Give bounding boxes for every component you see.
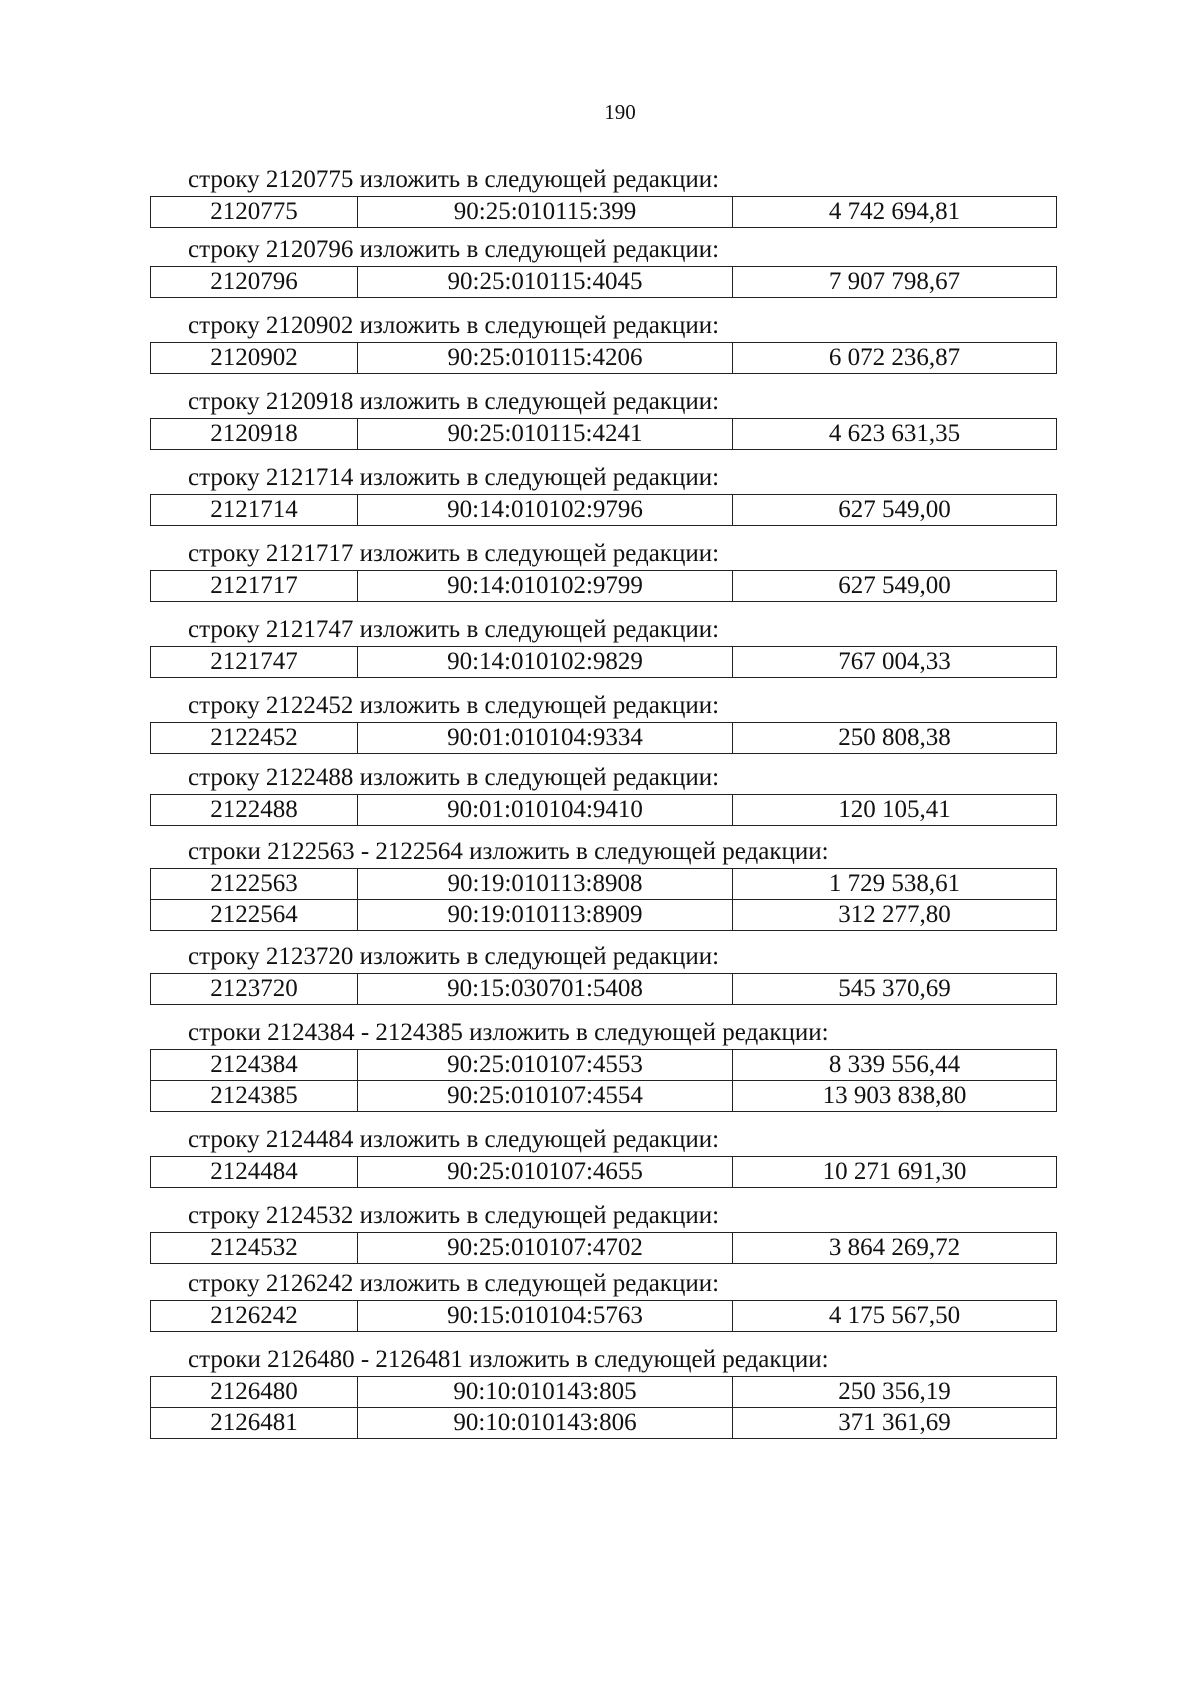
table-row	[151, 1408, 1057, 1439]
amendment-caption: строку 2121717 изложить в следующей редакции:	[188, 540, 720, 567]
cadastral-number-cell: 90:25:010115:399	[358, 197, 733, 228]
amendment-block	[150, 464, 1056, 526]
row-number-cell: 2120918	[151, 419, 358, 450]
table-row	[151, 1377, 1057, 1408]
amendment-caption: строку 2124532 изложить в следующей редакции:	[188, 1202, 720, 1229]
cadastral-number-cell: 90:15:010104:5763	[358, 1301, 733, 1332]
amendment-table	[150, 1232, 1057, 1264]
row-number-cell: 2122563	[151, 869, 358, 900]
amendment-caption: строку 2124484 изложить в следующей редакции:	[188, 1126, 720, 1153]
row-number-cell: 2121747	[151, 647, 358, 678]
amendment-block	[150, 1270, 1056, 1332]
amendment-block	[150, 943, 1056, 1005]
amendment-caption: строки 2124384 - 2124385 изложить в следующей редакции:	[188, 1019, 829, 1046]
cadastral-value-cell: 627 549,00	[733, 571, 1057, 602]
cadastral-value-cell: 1 729 538,61	[733, 869, 1057, 900]
amendment-table	[150, 1300, 1057, 1332]
amendments-list	[150, 154, 1056, 1439]
cadastral-value-cell: 250 356,19	[733, 1377, 1057, 1408]
amendment-block	[150, 1019, 1056, 1112]
row-number-cell: 2122488	[151, 795, 358, 826]
amendment-block	[150, 1346, 1056, 1439]
amendment-block	[150, 1202, 1056, 1264]
table-row	[151, 1081, 1057, 1112]
amendment-block	[150, 236, 1056, 298]
row-number-cell: 2126481	[151, 1408, 358, 1439]
row-number-cell: 2120796	[151, 267, 358, 298]
cadastral-value-cell: 3 864 269,72	[733, 1233, 1057, 1264]
amendment-table	[150, 868, 1057, 931]
cadastral-number-cell: 90:19:010113:8909	[358, 900, 733, 931]
cadastral-value-cell: 7 907 798,67	[733, 267, 1057, 298]
amendment-block	[150, 312, 1056, 374]
amendment-caption: строки 2126480 - 2126481 изложить в следующей редакции:	[188, 1346, 829, 1373]
amendment-table	[150, 794, 1057, 826]
cadastral-number-cell: 90:25:010107:4553	[358, 1050, 733, 1081]
row-number-cell: 2124384	[151, 1050, 358, 1081]
table-row	[151, 795, 1057, 826]
row-number-cell: 2122452	[151, 723, 358, 754]
amendment-block	[150, 838, 1056, 931]
cadastral-value-cell: 4 175 567,50	[733, 1301, 1057, 1332]
row-number-cell: 2120775	[151, 197, 358, 228]
amendment-caption: строку 2120918 изложить в следующей редакции:	[188, 388, 720, 415]
amendment-table	[150, 494, 1057, 526]
cadastral-number-cell: 90:10:010143:806	[358, 1408, 733, 1439]
cadastral-value-cell: 545 370,69	[733, 974, 1057, 1005]
cadastral-value-cell: 8 339 556,44	[733, 1050, 1057, 1081]
table-row	[151, 571, 1057, 602]
amendment-table	[150, 1376, 1057, 1439]
amendment-caption: строку 2120775 изложить в следующей редакции:	[188, 166, 720, 193]
amendment-block	[150, 692, 1056, 754]
row-number-cell: 2124385	[151, 1081, 358, 1112]
table-row	[151, 900, 1057, 931]
amendment-caption: строку 2121747 изложить в следующей редакции:	[188, 616, 720, 643]
amendment-table	[150, 1156, 1057, 1188]
cadastral-value-cell: 4 623 631,35	[733, 419, 1057, 450]
amendment-table	[150, 973, 1057, 1005]
row-number-cell: 2120902	[151, 343, 358, 374]
cadastral-number-cell: 90:14:010102:9829	[358, 647, 733, 678]
table-row	[151, 343, 1057, 374]
cadastral-number-cell: 90:15:030701:5408	[358, 974, 733, 1005]
amendment-table	[150, 418, 1057, 450]
amendment-table	[150, 646, 1057, 678]
row-number-cell: 2123720	[151, 974, 358, 1005]
cadastral-value-cell: 13 903 838,80	[733, 1081, 1057, 1112]
cadastral-value-cell: 371 361,69	[733, 1408, 1057, 1439]
cadastral-value-cell: 10 271 691,30	[733, 1157, 1057, 1188]
row-number-cell: 2121714	[151, 495, 358, 526]
cadastral-value-cell: 767 004,33	[733, 647, 1057, 678]
page-number: 190	[604, 100, 636, 124]
table-row	[151, 495, 1057, 526]
table-row	[151, 1233, 1057, 1264]
cadastral-number-cell: 90:14:010102:9799	[358, 571, 733, 602]
table-row	[151, 869, 1057, 900]
amendment-table	[150, 196, 1057, 228]
cadastral-number-cell: 90:25:010115:4206	[358, 343, 733, 374]
amendment-block	[150, 388, 1056, 450]
row-number-cell: 2121717	[151, 571, 358, 602]
row-number-cell: 2124484	[151, 1157, 358, 1188]
amendment-block	[150, 166, 1056, 228]
cadastral-value-cell: 6 072 236,87	[733, 343, 1057, 374]
amendment-caption: строку 2120902 изложить в следующей редакции:	[188, 312, 720, 339]
cadastral-number-cell: 90:25:010107:4655	[358, 1157, 733, 1188]
cadastral-value-cell: 312 277,80	[733, 900, 1057, 931]
cadastral-number-cell: 90:25:010107:4554	[358, 1081, 733, 1112]
amendment-caption: строку 2122488 изложить в следующей редакции:	[188, 764, 720, 791]
row-number-cell: 2126480	[151, 1377, 358, 1408]
cadastral-number-cell: 90:25:010107:4702	[358, 1233, 733, 1264]
amendment-table	[150, 570, 1057, 602]
amendment-table	[150, 342, 1057, 374]
amendment-table	[150, 1049, 1057, 1112]
cadastral-value-cell: 250 808,38	[733, 723, 1057, 754]
amendment-caption: строку 2121714 изложить в следующей редакции:	[188, 464, 720, 491]
table-row	[151, 1301, 1057, 1332]
cadastral-number-cell: 90:19:010113:8908	[358, 869, 733, 900]
row-number-cell: 2126242	[151, 1301, 358, 1332]
amendment-table	[150, 722, 1057, 754]
cadastral-number-cell: 90:25:010115:4045	[358, 267, 733, 298]
cadastral-value-cell: 120 105,41	[733, 795, 1057, 826]
amendment-caption: строку 2126242 изложить в следующей редакции:	[188, 1270, 720, 1297]
row-number-cell: 2122564	[151, 900, 358, 931]
cadastral-value-cell: 627 549,00	[733, 495, 1057, 526]
table-row	[151, 1050, 1057, 1081]
cadastral-number-cell: 90:10:010143:805	[358, 1377, 733, 1408]
amendment-caption: строку 2120796 изложить в следующей редакции:	[188, 236, 720, 263]
table-row	[151, 419, 1057, 450]
amendment-table	[150, 266, 1057, 298]
amendment-caption: строку 2122452 изложить в следующей редакции:	[188, 692, 720, 719]
table-row	[151, 1157, 1057, 1188]
cadastral-number-cell: 90:25:010115:4241	[358, 419, 733, 450]
amendment-block	[150, 1126, 1056, 1188]
table-row	[151, 197, 1057, 228]
cadastral-number-cell: 90:01:010104:9410	[358, 795, 733, 826]
amendment-caption: строку 2123720 изложить в следующей редакции:	[188, 943, 720, 970]
amendment-block	[150, 540, 1056, 602]
table-row	[151, 647, 1057, 678]
amendment-caption: строки 2122563 - 2122564 изложить в следующей редакции:	[188, 838, 829, 865]
table-row	[151, 974, 1057, 1005]
cadastral-number-cell: 90:01:010104:9334	[358, 723, 733, 754]
table-row	[151, 267, 1057, 298]
row-number-cell: 2124532	[151, 1233, 358, 1264]
cadastral-number-cell: 90:14:010102:9796	[358, 495, 733, 526]
table-row	[151, 723, 1057, 754]
amendment-block	[150, 616, 1056, 678]
amendment-block	[150, 764, 1056, 826]
cadastral-value-cell: 4 742 694,81	[733, 197, 1057, 228]
